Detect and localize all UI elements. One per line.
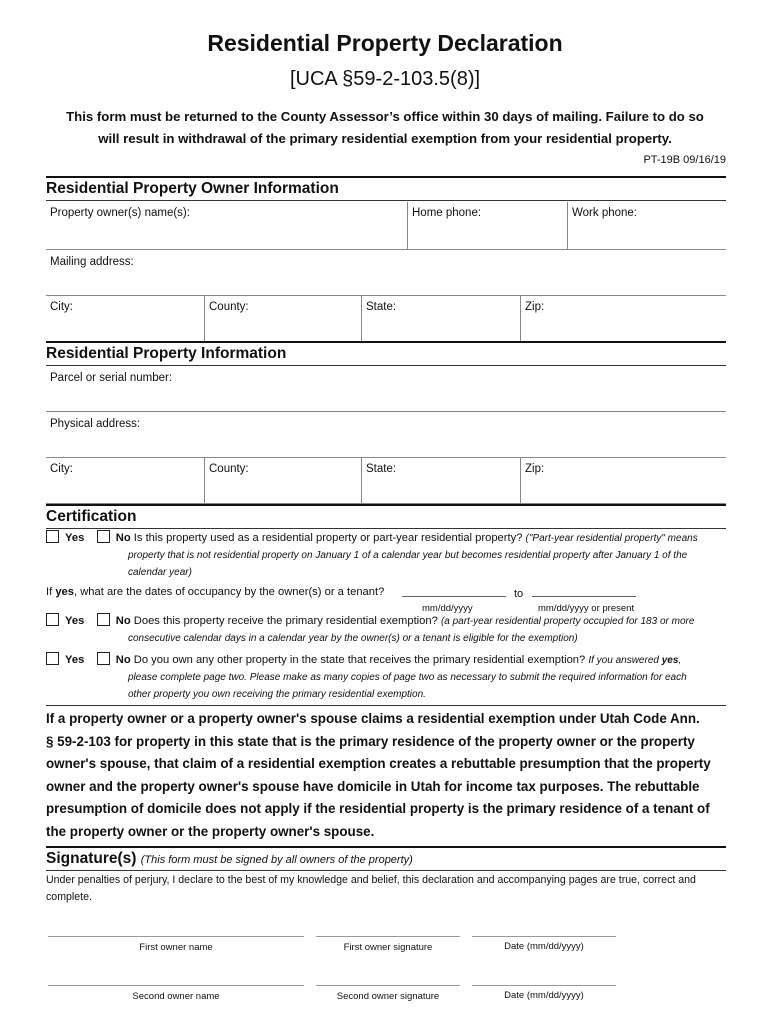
owner-county-field[interactable] bbox=[204, 296, 361, 341]
q3-note-yes: yes bbox=[661, 655, 679, 666]
owner-city-row bbox=[46, 296, 726, 342]
date-to-label: to bbox=[514, 588, 524, 600]
q1-text: Is this property used as a residential property or part-year residential property? bbox=[133, 532, 523, 544]
dates-yes: yes bbox=[55, 586, 74, 598]
owner-names-label: Property owner(s) name(s): bbox=[50, 207, 190, 219]
home-phone-field[interactable] bbox=[407, 202, 567, 249]
second-owner-name-label: Second owner name bbox=[132, 991, 220, 1002]
parcel-number-field[interactable] bbox=[46, 366, 726, 412]
owner-state-field[interactable] bbox=[361, 296, 520, 341]
home-phone-label: Home phone: bbox=[412, 207, 482, 219]
property-zip-field[interactable] bbox=[520, 458, 726, 503]
first-owner-name-label: First owner name bbox=[139, 942, 213, 953]
parcel-number-label: Parcel or serial number: bbox=[50, 372, 173, 384]
first-owner-name-field[interactable] bbox=[48, 936, 304, 937]
domicile-line: owner's spouse, that claim of a residential exemption creates a rebuttable presumption that the property bbox=[46, 756, 711, 771]
q3-note-comma: , bbox=[678, 655, 682, 666]
q2-yes-checkbox[interactable] bbox=[46, 613, 59, 626]
signatures-title: Signature(s) bbox=[46, 850, 137, 867]
property-info-heading: Residential Property Information bbox=[46, 341, 726, 366]
q1-yes-checkbox[interactable] bbox=[46, 530, 59, 543]
q2-note-a: (a part-year residential property occupied for 183 or more bbox=[440, 616, 695, 627]
q3-note-a: If you answered bbox=[588, 655, 662, 666]
q2-no-label: No bbox=[115, 615, 131, 627]
q1-note-c: calendar year) bbox=[128, 567, 192, 578]
domicile-line: presumption of domicile does not apply if the residential property is the primary residence of a tenant of bbox=[46, 801, 710, 816]
domicile-paragraph bbox=[46, 705, 726, 843]
q3-yes-label: Yes bbox=[65, 654, 85, 666]
property-county-field[interactable] bbox=[204, 458, 361, 503]
physical-address-field[interactable] bbox=[46, 412, 726, 458]
perjury-line-2: complete. bbox=[46, 891, 92, 903]
q1-no-checkbox[interactable] bbox=[97, 530, 110, 543]
q1-note-a: ("Part-year residential property" means bbox=[525, 533, 698, 544]
work-phone-label: Work phone: bbox=[572, 207, 637, 219]
dates-prefix: If bbox=[46, 586, 56, 598]
first-date-field[interactable] bbox=[472, 936, 616, 937]
property-city-field[interactable] bbox=[46, 458, 204, 503]
signatures-note: (This form must be signed by all owners of the property) bbox=[140, 854, 413, 866]
form-number: PT-19B 09/16/19 bbox=[643, 154, 726, 166]
domicile-line: § 59-2-103 for property in this state that is the primary residence of the property owner or the property bbox=[46, 733, 695, 749]
return-notice bbox=[40, 106, 730, 150]
second-date-field[interactable] bbox=[472, 985, 616, 986]
owner-zip-field[interactable] bbox=[520, 296, 726, 341]
property-city-row bbox=[46, 458, 726, 504]
property-city-label: City: bbox=[50, 463, 73, 475]
domicile-line: the property owner or the property owner's spouse. bbox=[46, 823, 375, 839]
q3-note-c: other property you own receiving the primary residential exemption. bbox=[128, 689, 426, 700]
end-date-format: mm/dd/yyyy or present bbox=[538, 603, 635, 614]
form-title: Residential Property Declaration bbox=[207, 30, 563, 56]
form-subtitle: [UCA §59-2-103.5(8)] bbox=[289, 68, 481, 90]
signatures-heading bbox=[46, 846, 726, 871]
second-owner-name-field[interactable] bbox=[48, 985, 304, 986]
occupancy-dates-question bbox=[46, 584, 726, 601]
q2-no-checkbox[interactable] bbox=[97, 613, 110, 626]
owner-state-label: State: bbox=[366, 301, 397, 313]
q1-note-b: property that is not residential property on January 1 of a calendar year but becomes residential property after January 1 of the bbox=[128, 550, 688, 561]
perjury-statement bbox=[46, 872, 726, 906]
first-owner-signature-label: First owner signature bbox=[343, 942, 433, 953]
q1-no-label: No bbox=[115, 532, 131, 544]
occupancy-end-date-field[interactable] bbox=[532, 596, 636, 597]
work-phone-field[interactable] bbox=[567, 202, 726, 249]
property-zip-label: Zip: bbox=[525, 463, 545, 475]
certification-q2 bbox=[46, 613, 726, 647]
owner-zip-label: Zip: bbox=[525, 301, 545, 313]
certification-q3 bbox=[46, 652, 726, 703]
q2-yes-label: Yes bbox=[65, 615, 85, 627]
mailing-address-label: Mailing address: bbox=[50, 256, 134, 268]
second-owner-signature-field[interactable] bbox=[316, 985, 460, 986]
notice-line-2: will result in withdrawal of the primary residential exemption from your residential property. bbox=[98, 131, 672, 146]
q3-yes-checkbox[interactable] bbox=[46, 652, 59, 665]
mailing-address-field[interactable] bbox=[46, 250, 726, 296]
q3-note-b: please complete page two. Please make as many copies of page two as necessary to submit the required information for each bbox=[128, 672, 687, 683]
q2-note-b: consecutive calendar days in a calendar year by the owner(s) or a tenant is eligible for the exemption) bbox=[128, 633, 578, 644]
notice-line-1: This form must be returned to the County Assessor’s office within 30 days of mailing. Failure to do so bbox=[66, 109, 704, 124]
certification-q1 bbox=[46, 530, 726, 581]
perjury-line-1: Under penalties of perjury, I declare to the best of my knowledge and belief, this declaration and accompanying pages are true, correct and bbox=[46, 874, 696, 886]
q1-yes-label: Yes bbox=[65, 532, 85, 544]
first-date-label: Date (mm/dd/yyyy) bbox=[504, 941, 584, 952]
certification-heading: Certification bbox=[46, 504, 726, 529]
owner-city-label: City: bbox=[50, 301, 73, 313]
owner-info-heading: Residential Property Owner Information bbox=[46, 176, 726, 201]
owner-county-label: County: bbox=[209, 301, 249, 313]
q2-text: Does this property receive the primary residential exemption? bbox=[133, 615, 438, 627]
occupancy-start-date-field[interactable] bbox=[402, 596, 506, 597]
first-owner-signature-field[interactable] bbox=[316, 936, 460, 937]
start-date-format: mm/dd/yyyy bbox=[422, 603, 473, 614]
domicile-line: If a property owner or a property owner's spouse claims a residential exemption under Utah Code Ann. bbox=[46, 711, 700, 726]
property-state-label: State: bbox=[366, 463, 397, 475]
property-county-label: County: bbox=[209, 463, 249, 475]
property-state-field[interactable] bbox=[361, 458, 520, 503]
domicile-line: owner and the property owner's spouse have domicile in Utah for income tax purposes. The rebuttable bbox=[46, 778, 700, 794]
owner-names-row bbox=[46, 202, 726, 250]
q3-no-label: No bbox=[115, 654, 131, 666]
physical-address-label: Physical address: bbox=[50, 418, 141, 430]
second-date-label: Date (mm/dd/yyyy) bbox=[504, 990, 584, 1001]
q3-no-checkbox[interactable] bbox=[97, 652, 110, 665]
owner-city-field[interactable] bbox=[46, 296, 204, 341]
dates-rest: , what are the dates of occupancy by the owner(s) or a tenant? bbox=[74, 586, 385, 598]
q3-text: Do you own any other property in the state that receives the primary residential exemption? bbox=[133, 654, 586, 666]
owner-names-field[interactable] bbox=[46, 202, 407, 249]
second-owner-signature-label: Second owner signature bbox=[336, 991, 440, 1002]
